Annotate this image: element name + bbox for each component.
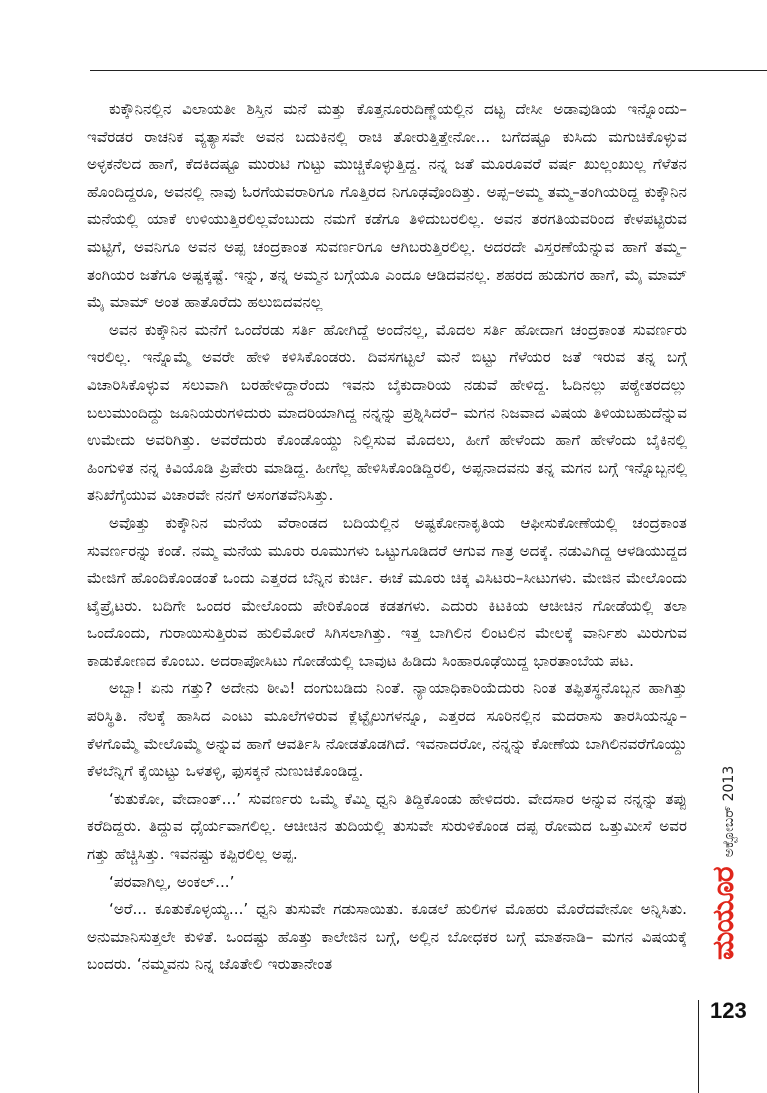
page-number: 123 — [710, 998, 747, 1023]
paragraph: ಅವನ ಕುಕ್ಕೌನಿನ ಮನೆಗೆ ಒಂದೆರಡು ಸರ್ತಿ ಹೋಗಿದ್ದೆ ಅಂದೆನಲ್ಲ, ಮೊದಲ ಸರ್ತಿ ಹೋದಾಗ ಚಂದ್ರಕಾಂತ ಸುವರ್ಣರು ಇರಲಿಲ್ಲ. ಇನ್ನೊಮ್ಮೆ ಅವರೇ ಹೇಳಿ ಕಳಿಸಿಕೊಂಡರು. ದಿವಸಗಟ್ಟಲೆ ಮನೆ ಬಿಟ್ಟು ಗೆಳೆಯರ ಜತೆ ಇರುವ ತನ್ನ ಬಗ್ಗೆ ವಿಚಾರಿಸಿಕೊಳ್ಳುವ ಸಲುವಾಗಿ ಬರಹೇಳಿದ್ದಾರೆಂದು ಇವನು ಬೈಕುದಾರಿಯ ನಡುವೆ ಹೇಳಿದ್ದ. ಓದಿನಲ್ಲು ಪಠ್ಯೇತರದಲ್ಲು ಬಲುಮುಂದಿದ್ದು ಜೂನಿಯರುಗಳಿದುರು ಮಾದರಿಯಾಗಿದ್ದ ನನ್ನನ್ನು ಪ್ರಶ್ನಿಸಿದರೆ– ಮಗನ ನಿಜವಾದ ವಿಷಯ ತಿಳಿಯಬಹುದೆನ್ನುವ ಉಮೇದು ಅವರಿಗಿತ್ತು. ಅವರೆದುರು ಕೊಂಡೊಯ್ದು ನಿಲ್ಲಿಸುವ ಮೊದಲು, ಹೀಗೆ ಹೇಳೆಂದು ಹಾಗೆ ಹೇಳೆಂದು ಬೈಕಿನಲ್ಲಿ ಹಿಂಗುಳಿತ ನನ್ನ ಕಿವಿಯೊಡಿ ಪ್ರಿಪೇರು ಮಾಡಿದ್ದ. ಹೀಗೆಲ್ಲ ಹೇಳಿಸಿಕೊಂಡಿದ್ದಿರಲಿ, ಅಪ್ಪನಾದವನು ತನ್ನ ಮಗನ ಬಗ್ಗೆ ಇನ್ನೊಬ್ಬನಲ್ಲಿ ತನಿಖೆಗೈಯುವ ವಿಚಾರವೇ ನನಗೆ ಅಸಂಗತವೆನಿಸಿತ್ತು. — [87, 320, 687, 505]
paragraph: ‘ಪರವಾಗಿಲ್ಲ, ಅಂಕಲ್...’ — [109, 872, 235, 891]
magazine-logo: ಮಯೂರ — [706, 867, 741, 960]
footer-divider — [698, 1000, 699, 1093]
paragraph: ‘ಅರೆ... ಕೂತುಕೊಳ್ಳಯ್ಯ...’ ಧ್ವನಿ ತುಸುವೇ ಗಡುಸಾಯಿತು. ಕೂಡಲೆ ಹುಲಿಗಳ ಮೊಹರು ಮೊರೆದವೇನೋ ಅನ್ನಿಸಿತು. ಅನುಮಾನಿಸುತ್ತಲೇ ಕುಳಿತೆ. ಒಂದಷ್ಟು ಹೊತ್ತು ಕಾಲೇಜಿನ ಬಗ್ಗೆ, ಅಲ್ಲಿನ ಬೋಧಕರ ಬಗ್ಗೆ ಮಾತನಾಡಿ– ಮಗನ ವಿಷಯಕ್ಕೆ ಬಂದರು. ‘ನಮ್ಮವನು ನಿನ್ನ ಜೊತೇಲಿ ಇರುತಾನೇಂತ — [87, 900, 687, 974]
paragraph: ಅವೊತ್ತು ಕುಕ್ಕೌನಿನ ಮನೆಯ ವೆರಾಂಡದ ಬದಿಯಲ್ಲಿನ ಅಷ್ಟಕೋನಾಕೃತಿಯ ಆಫೀಸುಕೋಣೆಯಲ್ಲಿ ಚಂದ್ರಕಾಂತ ಸುವರ್ಣರನ್ನು ಕಂಡೆ. ನಮ್ಮ ಮನೆಯ ಮೂರು ರೂಮುಗಳು ಒಟ್ಟುಗೂಡಿದರೆ ಆಗುವ ಗಾತ್ರ ಅದಕ್ಕೆ. ನಡುವಿಗಿದ್ದ ಆಳಡಿಯುದ್ದದ ಮೇಜಿಗೆ ಹೊಂದಿಕೊಂಡಂತೆ ಒಂದು ಎತ್ತರದ ಬೆನ್ನಿನ ಕುರ್ಚಿ. ಈಚೆ ಮೂರು ಚಿಕ್ಕ ವಿಸಿಟರು–ಸೀಟುಗಳು. ಮೇಜಿನ ಮೇಲೊಂದು ಟೈಪ್ರೈಟರು. ಬದಿಗೇ ಒಂದರ ಮೇಲೊಂದು ಪೇರಿಕೊಂಡ ಕಡತಗಳು. ಎದುರು ಕಿಟಕಿಯ ಆಚೀಚಿನ ಗೋಡೆಯಲ್ಲಿ ತಲಾ ಒಂದೊಂದು, ಗುರಾಯಿಸುತ್ತಿರುವ ಹುಲಿಮೋರೆ ಸಿಗಿಸಲಾಗಿತ್ತು. ಇತ್ತ ಬಾಗಿಲಿನ ಲಿಂಟಲಿನ ಮೇಲಕ್ಕೆ ವಾರ್ನಿಶು ಮಿರುಗುವ ಕಾಡುಕೋಣದ ಕೊಂಬು. ಅದರಾಪೋಸಿಟು ಗೋಡೆಯಲ್ಲಿ ಬಾವುಟ ಹಿಡಿದು ಸಿಂಹಾರೂಢೆಯಿದ್ದ ಭಾರತಾಂಬೆಯ ಪಟ. — [87, 513, 687, 670]
header-rule — [90, 70, 767, 71]
paragraph: ಅಬ್ಬಾ! ಏನು ಗತ್ತು? ಅದೇನು ಠೀವಿ! ದಂಗುಬಡಿದು ನಿಂತೆ. ನ್ಯಾಯಾಧಿಕಾರಿಯೆದುರು ನಿಂತ ತಪ್ಪಿತಸ್ಥನೊಬ್ಬನ ಹಾಗಿತ್ತು ಪರಿಸ್ಥಿತಿ. ನೆಲಕ್ಕೆ ಹಾಸಿದ ಎಂಟು ಮೂಲೆಗಳಿರುವ ಕ್ಲೆಟ್ಟೈಲುಗಳನ್ನೂ, ಎತ್ತರದ ಸೂರಿನಲ್ಲಿನ ಮದರಾಸು ತಾರಸಿಯನ್ನೂ– ಕೆಳಗೊಮ್ಮೆ ಮೇಲೊಮ್ಮೆ ಅನ್ನುವ ಹಾಗೆ ಆವರ್ತಿಸಿ ನೋಡತೊಡಗಿದೆ. ಇವನಾದರೋ, ನನ್ನನ್ನು ಕೋಣೆಯ ಬಾಗಿಲಿನವರೆಗೊಯ್ದು ಕೆಳಬೆನ್ನಿಗೆ ಕೈಯಿಟ್ಟು ಒಳತಳ್ಳಿ, ಫುಸಕ್ಕನೆ ನುಣುಚಿಕೊಂಡಿದ್ದ. — [87, 679, 687, 781]
article-body — [87, 96, 687, 979]
paragraph: ಕುಕ್ಕೌನಿನಲ್ಲಿನ ವಿಲಾಯತೀ ಶಿಸ್ತಿನ ಮನೆ ಮತ್ತು ಕೊತ್ತನೂರುದಿಣ್ಣೆಯಲ್ಲಿನ ದಟ್ಟ ದೇಸೀ ಅಡಾವುಡಿಯ ಇನ್ನೊಂದು– ಇವೆರಡರ ರಾಚನಿಕ ವ್ಯತ್ಯಾಸವೇ ಅವನ ಬದುಕಿನಲ್ಲಿ ರಾಚಿ ತೋರುತ್ತಿತ್ತೇನೋ... ಬಗೆದಷ್ಟೂ ಕುಸಿದು ಮಗುಚಿಕೊಳ್ಳುವ ಅಳ್ಳಕನೆಲದ ಹಾಗೆ, ಕೆದಕಿದಷ್ಟೂ ಮುರುಟಿ ಗುಟ್ಟು ಮುಚ್ಚಿಕೊಳ್ಳುತ್ತಿದ್ದ. ನನ್ನ ಜತೆ ಮೂರೂವರೆ ವರ್ಷ ಖುಲ್ಲಂಖುಲ್ಲ ಗೆಳೆತನ ಹೊಂದಿದ್ದರೂ, ಅವನಲ್ಲಿ ನಾವು ಓರಗೆಯವರಾರಿಗೂ ಗೊತ್ತಿರದ ನಿಗೂಢವೊಂದಿತ್ತು. ಅಪ್ಪ–ಅಮ್ಮ ತಮ್ಮ–ತಂಗಿಯರಿದ್ದ ಕುಕ್ಕೌನಿನ ಮನೆಯಲ್ಲಿ ಯಾಕೆ ಉಳಿಯುತ್ತಿರಲಿಲ್ಲವೆಂಬುದು ನಮಗೆ ಕಡೆಗೂ ತಿಳಿದುಬರಲಿಲ್ಲ. ಅವನ ತರಗತಿಯವರಿಂದ ಕೇಳಪಟ್ಟಿರುವ ಮಟ್ಟಿಗೆ, ಅವನಿಗೂ ಅವನ ಅಪ್ಪ ಚಂದ್ರಕಾಂತ ಸುವರ್ಣರಿಗೂ ಆಗಿಬರುತ್ತಿರಲಿಲ್ಲ. ಅದರದೇ ವಿಸ್ತರಣೆಯೆನ್ನುವ ಹಾಗೆ ತಮ್ಮ–ತಂಗಿಯರ ಜತೆಗೂ ಅಷ್ಟಕ್ಕಷ್ಟೆ. ಇನ್ನು, ತನ್ನ ಅಮ್ಮನ ಬಗ್ಗೆಯೂ ಎಂದೂ ಆಡಿದವನಲ್ಲ. ಶಹರದ ಹುಡುಗರ ಹಾಗೆ, ಮೈ ಮಾಮ್ ಮೈ ಮಾಮ್ ಅಂತ ಹಾತೊರೆದು ಹಲುಬಿದವನಲ್ಲ — [87, 100, 687, 312]
issue-date: ಅಕ್ಟೋಬರ್ 2013 — [721, 765, 737, 858]
paragraph: ‘ಕುತುಕೋ, ವೇದಾಂತ್...’ ಸುವರ್ಣರು ಒಮ್ಮೆ ಕೆಮ್ಮಿ ಧ್ವನಿ ತಿದ್ದಿಕೊಂಡು ಹೇಳಿದರು. ವೇದಸಾರ ಅನ್ನುವ ನನ್ನನ್ನು ತಪ್ಪು ಕರೆದಿದ್ದರು. ತಿದ್ದುವ ಧೈರ್ಯವಾಗಲಿಲ್ಲ. ಆಚೀಚಿನ ತುದಿಯಲ್ಲಿ ತುಸುವೇ ಸುರುಳಿಕೊಂಡ ದಪ್ಪ ರೋಮದ ಒತ್ತುಮೀಸೆ ಅವರ ಗತ್ತು ಹೆಚ್ಚಿಸಿತ್ತು. ಇವನಷ್ಟು ಕಪ್ಪಿರಲಿಲ್ಲ ಅಪ್ಪ. — [87, 789, 687, 864]
